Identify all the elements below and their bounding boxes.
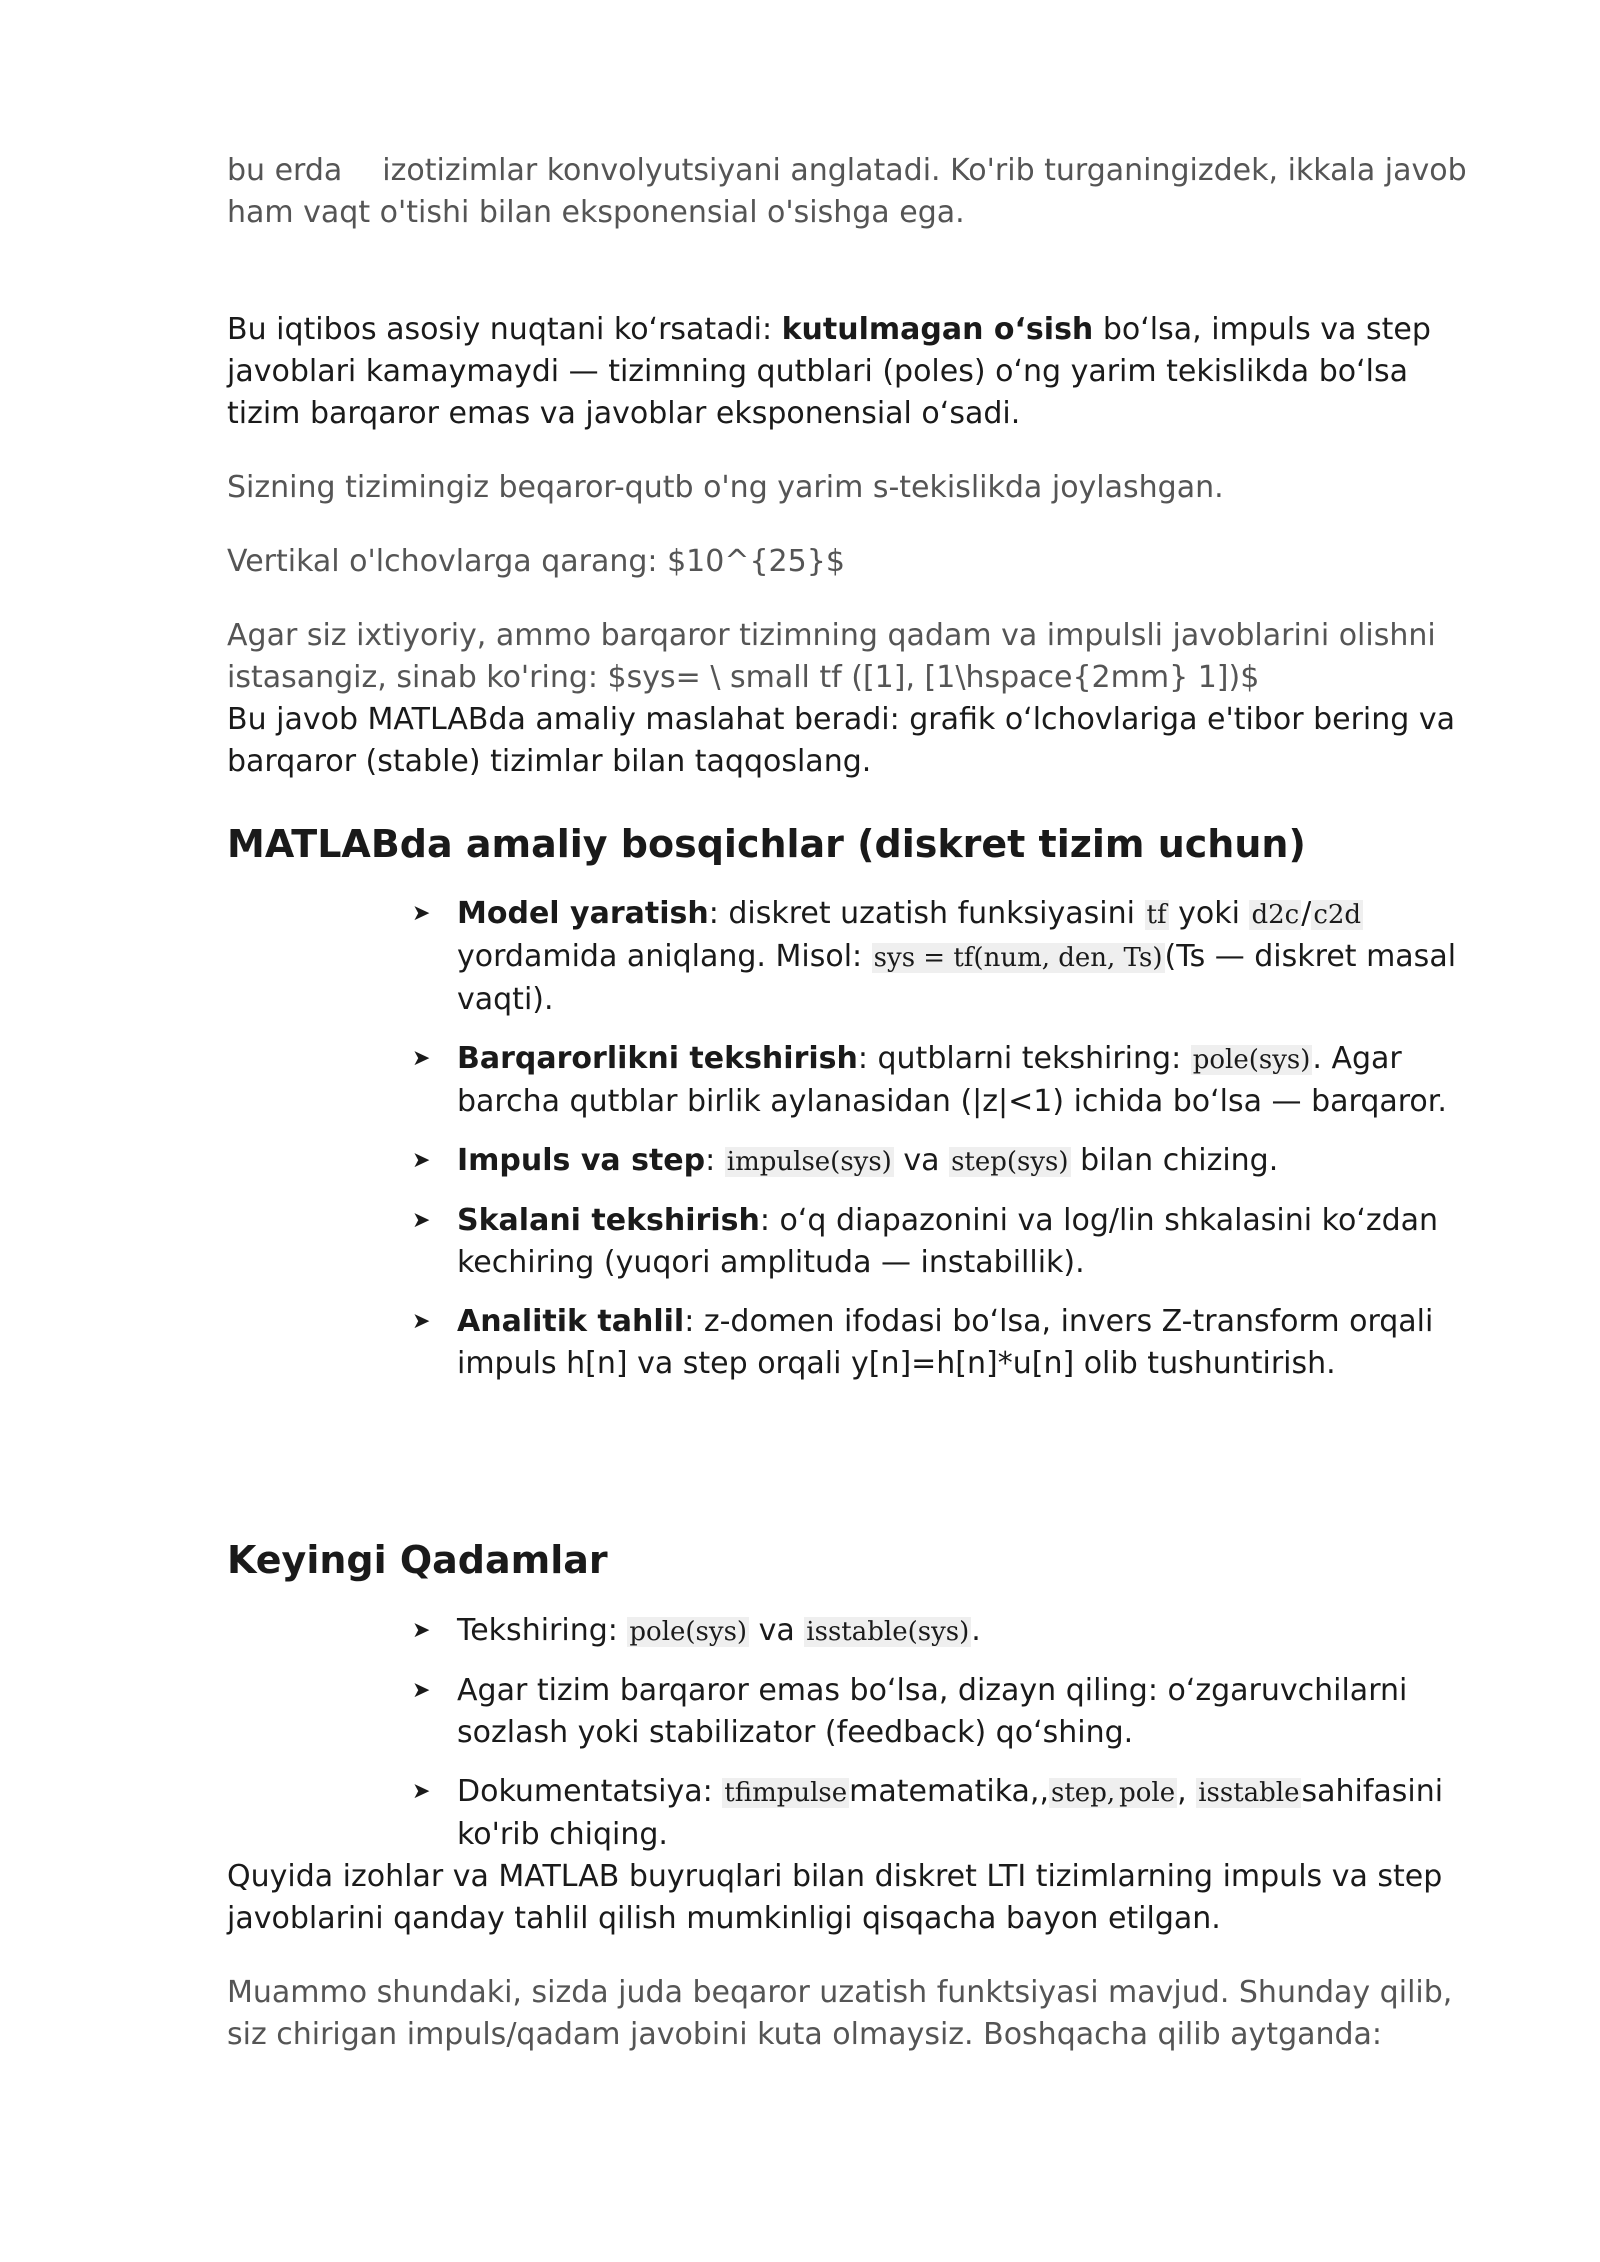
stable-system-paragraph: Agar siz ixtiyoriy, ammo barqaror tizimning qadam va impulsli javoblarini olishni istasangiz, sinab ko'ring: $sys= \ small tf ([1], [1\hspace{2mm} 1])$ [227, 618, 1436, 695]
arrow-bullet-icon: ➤ [412, 1148, 431, 1173]
arrow-bullet-icon: ➤ [412, 1046, 431, 1071]
quote-suffix: bo‘lsa, impuls va step javoblari kamaymaydi — tizimning qutblari (poles) o‘ng yarim tekislikda bo‘lsa tizim barqaror emas va javoblar eksponensial o‘sadi. [227, 312, 1431, 431]
quote-paragraph [227, 309, 1477, 435]
step-text: : z-domen ifodasi bo‘lsa, invers Z-transform orqali impuls h[n] va step orqali y[n]=h[n]*u[n] olib tushuntirish. [457, 1304, 1434, 1381]
step-text: sahifasini ko'rib chiqing. [457, 1774, 1444, 1852]
code-snippet: step, [1051, 1778, 1116, 1808]
steps-heading: MATLABda amaliy bosqichlar (diskret tizim uchun) [227, 822, 1306, 866]
step-text: / [1301, 896, 1312, 931]
steps-list [227, 893, 1477, 1385]
step-title: Skalani tekshirish [457, 1203, 760, 1238]
step-title: Impuls va step [457, 1143, 706, 1178]
list-item [412, 1610, 1477, 1653]
code-snippet: tf [1146, 900, 1167, 930]
quote-bold: kutulmagan o‘sish [781, 312, 1094, 347]
step-text: yordamida aniqlang. Misol: [457, 939, 872, 974]
step-text: matematika,, [849, 1774, 1050, 1809]
step-text: : [705, 1143, 725, 1178]
code-snippet: c2d [1313, 900, 1362, 930]
intro-text-rest: izotizimlar konvolyutsiyani anglatadi. Ko'rib turganingizdek, ikkala javob [382, 153, 1467, 188]
step-text: . Agar barcha qutblar birlik aylanasidan (|z|<1) ichida bo‘lsa — barqaror. [457, 1041, 1447, 1119]
list-item [412, 1670, 1477, 1754]
step-text: : o‘q diapazonini va log/lin shkalasini ko‘zdan kechiring (yuqori amplituda — instabillik). [457, 1203, 1439, 1280]
step-text: : qutblarni tekshiring: [857, 1041, 1191, 1076]
intro-text-start: bu erda [227, 153, 343, 188]
step-text: yoki [1168, 896, 1250, 931]
code-snippet: d2c [1251, 900, 1300, 930]
intro-text-line2: ham vaqt o'tishi bilan eksponensial o'sishga ega. [227, 195, 965, 230]
code-snippet: pole [1119, 1778, 1176, 1808]
code-snippet: pole(sys) [1192, 1045, 1311, 1075]
arrow-bullet-icon: ➤ [412, 1678, 431, 1703]
list-item [412, 1038, 1477, 1123]
step-text: : diskret uzatish funksiyasini [708, 896, 1145, 931]
list-item [412, 893, 1477, 1021]
list-item [412, 1140, 1477, 1183]
list-item [412, 1200, 1477, 1284]
step-title: Analitik tahlil [457, 1304, 685, 1339]
code-snippet: tfimpulse [724, 1778, 848, 1808]
step-title: Barqarorlikni tekshirish [457, 1041, 858, 1076]
arrow-bullet-icon: ➤ [412, 1309, 431, 1334]
document-page [227, 150, 1477, 2056]
arrow-bullet-icon: ➤ [412, 1208, 431, 1233]
vertical-scale-paragraph: Vertikal o'lchovlarga qarang: $10^{25}$ [227, 544, 845, 579]
code-snippet: impulse(sys) [726, 1147, 892, 1177]
code-snippet: step(sys) [951, 1147, 1069, 1177]
step-text: Dokumentatsiya: [457, 1774, 723, 1809]
quote-prefix: Bu iqtibos asosiy nuqtani ko‘rsatadi: [227, 312, 782, 347]
unstable-pole-paragraph: Sizning tizimingiz beqaror-qutb o'ng yarim s-tekislikda joylashgan. [227, 470, 1224, 505]
code-snippet: isstable(sys) [806, 1617, 970, 1647]
next-steps-heading: Keyingi Qadamlar [227, 1538, 608, 1582]
code-snippet: sys = tf(num, den, Ts) [873, 943, 1163, 973]
step-title: Model yaratish [457, 896, 709, 931]
matlab-advice-paragraph: Bu javob MATLABda amaliy maslahat beradi: grafik o‘lchovlariga e'tibor bering va barqaror (stable) tizimlar bilan taqqoslang. [227, 702, 1455, 779]
list-item [412, 1301, 1477, 1385]
list-item [412, 1771, 1477, 1856]
step-text: Tekshiring: [457, 1613, 628, 1648]
step-text: (Ts — diskret masal vaqti). [457, 939, 1457, 1017]
summary-paragraph: Quyida izohlar va MATLAB buyruqlari bilan diskret LTI tizimlarning impuls va step javoblarini qanday tahlil qilish mumkinligi qisqacha bayon etilgan. [227, 1859, 1443, 1936]
code-snippet: pole(sys) [629, 1617, 748, 1647]
problem-paragraph: Muammo shundaki, sizda juda beqaror uzatish funktsiyasi mavjud. Shunday qilib, siz chirigan impuls/qadam javobini kuta olmaysiz. Boshqacha qilib aytganda: [227, 1975, 1453, 2052]
step-text: . [971, 1613, 981, 1648]
arrow-bullet-icon: ➤ [412, 1618, 431, 1643]
intro-paragraph [227, 150, 1477, 234]
step-text: Agar tizim barqaror emas bo‘lsa, dizayn qiling: o‘zgaruvchilarni sozlash yoki stabilizator (feedback) qo‘shing. [457, 1673, 1408, 1750]
arrow-bullet-icon: ➤ [412, 901, 431, 926]
step-text: va [749, 1613, 805, 1648]
step-text: bilan chizing. [1070, 1143, 1279, 1178]
next-steps-list [227, 1610, 1477, 1856]
step-text: va [893, 1143, 950, 1178]
code-snippet: isstable [1198, 1778, 1300, 1808]
step-text: , [1177, 1774, 1197, 1809]
arrow-bullet-icon: ➤ [412, 1779, 431, 1804]
